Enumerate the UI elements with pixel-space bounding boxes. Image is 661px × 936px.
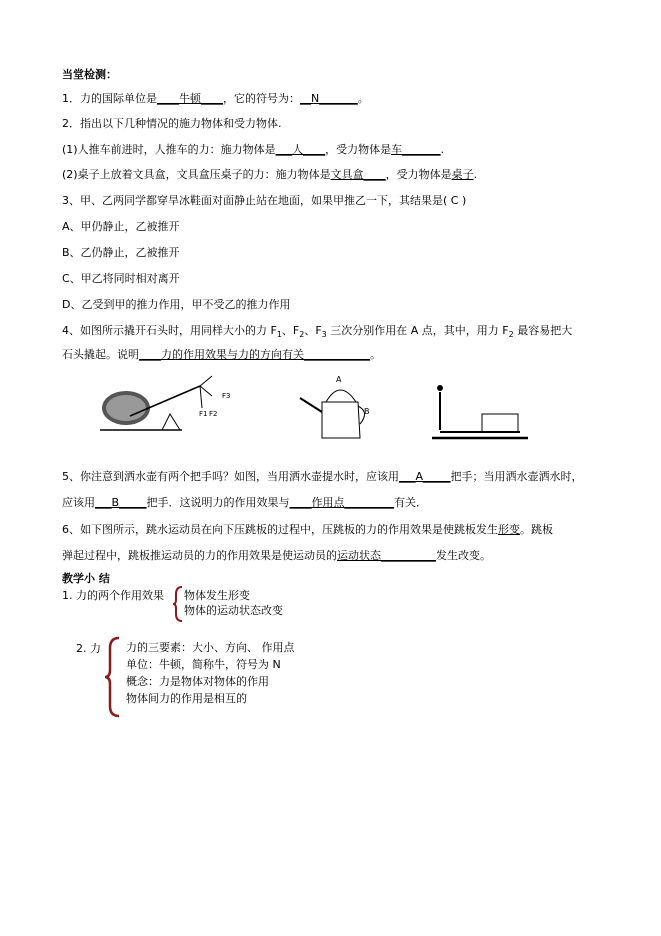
f1-arrow: [200, 376, 212, 386]
q2-2-prefix: (2)桌子上放着文具盒，文具盒压桌子的力：施力物体是: [62, 168, 331, 181]
q2-1-answer-receiver: 车_______: [391, 143, 441, 156]
q4-sub-4: 2: [508, 330, 514, 340]
summary-1-item-2: 物体的运动状态改变: [184, 604, 283, 617]
lever-rock-figure: [100, 376, 230, 430]
f3-arrow: [200, 386, 202, 408]
q2-1-prefix: (1)人推车前进时，人推车的力：施力物体是: [62, 143, 276, 156]
figures-row: [100, 372, 540, 442]
rock-texture: [106, 395, 146, 421]
q4-sub-1: 1: [276, 330, 282, 340]
spout: [300, 398, 322, 412]
board-support: [482, 414, 518, 432]
question-5-line-2: [62, 496, 427, 510]
watering-can-figure: [300, 375, 370, 438]
q2-2-mid: ，受力物体是: [385, 168, 452, 181]
summary-2-brace-icon: [104, 636, 122, 718]
question-6-line-1: [62, 523, 553, 537]
q2-1-suffix: .: [440, 143, 445, 156]
q5-answer-a: ___A_____: [399, 470, 451, 483]
q4-text-e: 最容易把大: [513, 324, 573, 337]
q4-line2-prefix: 石头撬起。说明: [62, 348, 139, 361]
q4-sub-3: 3: [321, 330, 327, 340]
question-3: 3、甲、乙两同学都穿旱冰鞋面对面静止站在地面，如果甲推乙一下，其结果是( C ): [62, 194, 467, 207]
label-f2: F2: [209, 410, 218, 418]
q1-prefix: 1．力的国际单位是: [62, 92, 157, 105]
summary-2-item-3: 概念：力是物体对物体的作用: [126, 675, 269, 688]
q5-line1-suffix: 把手；当用洒水壶洒水时，: [450, 470, 583, 483]
q6-answer-deform: 形变: [498, 523, 520, 536]
q6-line1-suffix: 。跳板: [520, 523, 553, 536]
q3-option-a: A、甲仍静止，乙被推开: [62, 220, 180, 233]
label-f1: F1: [199, 410, 208, 418]
q5-line2-mid: 把手．这说明力的作用效果与: [146, 496, 290, 509]
q4-text-d: 三次分别作用在 A 点，其中，用力 F: [326, 324, 509, 337]
f2-arrow: [200, 386, 212, 396]
q1-answer-symbol: __N_______: [300, 92, 358, 105]
section-title-test: 当堂检测：: [62, 68, 117, 81]
q2-2-answer-receiver: 桌子: [451, 168, 474, 181]
q6-line2-suffix: 发生改变。: [436, 549, 491, 562]
q6-line2-prefix: 弹起过程中，跳板推运动员的力的作用效果是使运动员的: [62, 549, 337, 562]
q2-2-answer-exerter: 文具盒____: [330, 168, 386, 181]
q4-text-a: 4、如图所示撬开石头时，用同样大小的力 F: [62, 324, 277, 337]
q1-answer-unit: ____牛顿____: [157, 92, 223, 105]
q2-1-mid: ，受力物体是: [325, 143, 392, 156]
q6-answer-motion: 运动状态__________: [337, 549, 436, 562]
q5-line1-prefix: 5、你注意到洒水壶有两个把手吗？如图，当用洒水壶提水时，应该用: [62, 470, 399, 483]
q4-sub-2: 2: [299, 330, 305, 340]
q6-line1-prefix: 6、如下图所示，跳水运动员在向下压跳板的过程中，压跳板的力的作用效果是使跳板发生: [62, 523, 498, 536]
q4-text-c: 、F: [304, 324, 322, 337]
q5-answer-b: ___B_____: [95, 496, 147, 509]
section-title-summary: 教学小 结: [62, 572, 110, 585]
q3-option-c: C、甲乙将同时相对离开: [62, 272, 180, 285]
question-2-1: [62, 143, 444, 157]
question-6-line-2: [62, 549, 491, 563]
summary-2-item-4: 物体间力的作用是相互的: [126, 692, 247, 705]
label-a: A: [336, 375, 342, 384]
label-f3: F3: [222, 392, 231, 400]
question-4-line-2: [62, 348, 381, 362]
summary-1-item-1: 物体发生形变: [184, 589, 250, 602]
can-body: [322, 402, 360, 438]
label-b: B: [364, 407, 370, 416]
summary-1-label: 1. 力的两个作用效果: [62, 589, 164, 602]
summary-1-brace-icon: [172, 586, 184, 622]
q3-option-b: B、乙仍静止，乙被推开: [62, 246, 180, 259]
question-1: [62, 92, 369, 106]
q5-line2-suffix: 有关．: [394, 496, 428, 509]
diver-figure: [432, 385, 528, 438]
summary-2-label: 2. 力: [76, 642, 101, 655]
handle-a: [326, 390, 356, 402]
diver-head: [437, 385, 443, 391]
summary-2-item-1: 力的三要素：大小、方向、 作用点: [126, 641, 295, 654]
q4-text-b: 、F: [281, 324, 300, 337]
q4-answer: ____力的作用效果与力的方向有关____________: [139, 348, 370, 361]
question-2-2: [62, 168, 477, 182]
fulcrum: [162, 414, 180, 430]
q2-1-answer-exerter: ___人____: [275, 143, 326, 156]
q2-2-suffix: .: [473, 168, 478, 181]
question-2: 2．指出以下几种情况的施力物体和受力物体.: [62, 117, 282, 130]
question-5-line-1: [62, 470, 583, 484]
q1-mid: ，它的符号为：: [223, 92, 300, 105]
q1-suffix: 。: [357, 92, 369, 105]
summary-2-item-2: 单位：牛顿，简称牛，符号为 N: [126, 658, 281, 671]
q3-option-d: D、乙受到甲的推力作用，甲不受乙的推力作用: [62, 298, 291, 311]
q5-answer-point: ____作用点_________: [289, 496, 395, 509]
q4-line2-suffix: 。: [370, 348, 381, 361]
question-4-line-1: [62, 324, 572, 342]
q5-line2-prefix: 应该用: [62, 496, 95, 509]
